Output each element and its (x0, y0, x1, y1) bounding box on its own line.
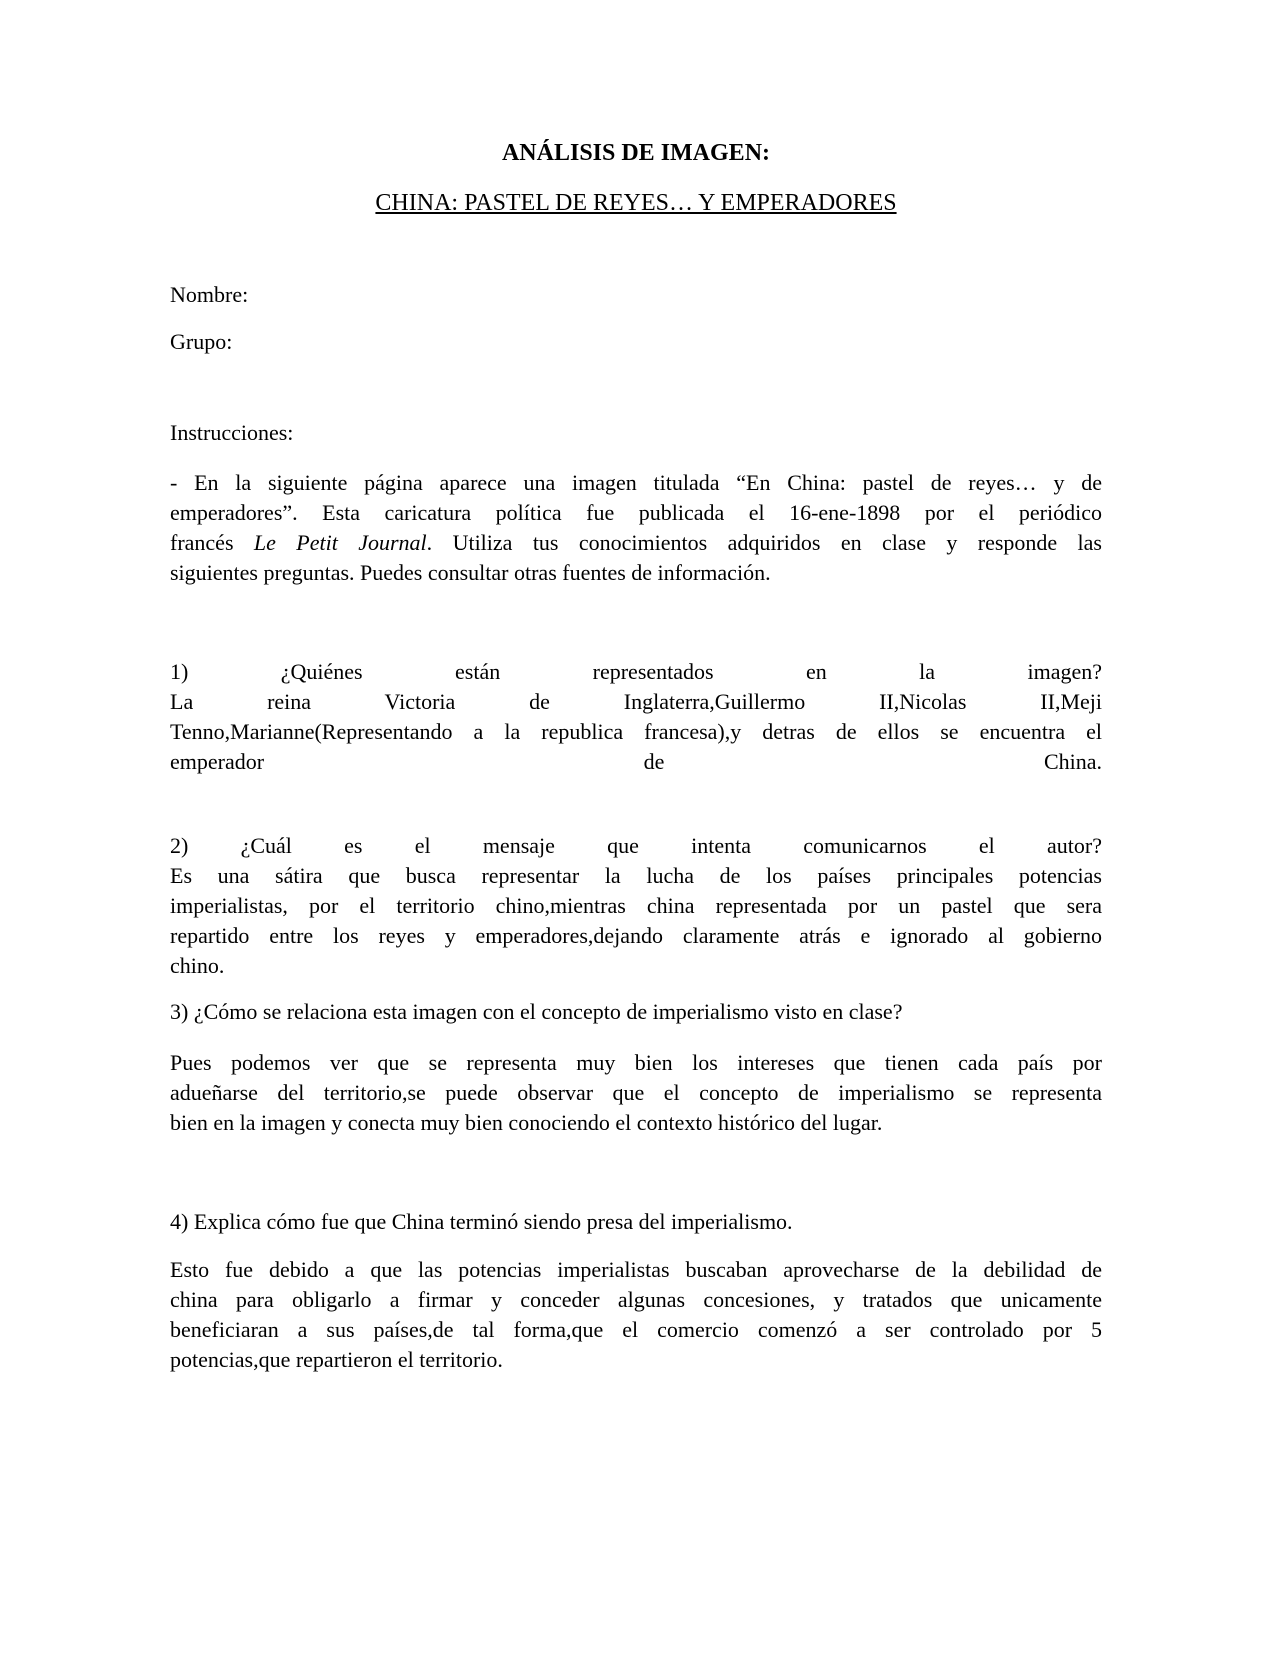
text-line: Esto fue debido a que las potencias imperialistas buscaban aprovecharse de la debilidad de (170, 1257, 1102, 1282)
text-line: repartido entre los reyes y emperadores,dejando claramente atrás e ignorado al gobierno (170, 923, 1102, 948)
text-line: La reina Victoria de Inglaterra,Guillermo II,Nicolas II,Meji (170, 689, 1102, 714)
text-line: chino. (170, 953, 225, 978)
text-line: Es una sátira que busca representar la lucha de los países principales potencias (170, 863, 1102, 888)
text-line: emperador de China. (170, 749, 1102, 774)
question-4-question (170, 1207, 1102, 1237)
question-2-paragraph (170, 831, 1102, 981)
document-title: ANÁLISIS DE IMAGEN: (501, 140, 771, 166)
text-line: china para obligarlo a firmar y conceder algunas concesiones, y tratados que unicamente (170, 1287, 1102, 1312)
text-line (170, 528, 1102, 558)
text-line: - En la siguiente página aparece una imagen titulada “En China: pastel de reyes… y de (170, 470, 1102, 495)
name-label: Nombre: (170, 282, 249, 307)
text-line: emperadores”. Esta caricatura política fue publicada el 16-ene-1898 por el periódico (170, 500, 1102, 525)
text-segment: . Utiliza tus conocimientos adquiridos en clase y responde las (426, 530, 1102, 555)
question-3-answer (170, 1048, 1102, 1138)
question-1-paragraph (170, 657, 1102, 777)
question-4-answer (170, 1255, 1102, 1375)
text-segment: francés (170, 530, 234, 555)
text-line: bien en la imagen y conecta muy bien conociendo el contexto histórico del lugar. (170, 1110, 883, 1135)
instructions-heading: Instrucciones: (170, 420, 294, 445)
group-label: Grupo: (170, 329, 233, 354)
question-1-text: 1) ¿Quiénes están representados en la imagen? (170, 659, 1102, 684)
document-subtitle-text: CHINA: PASTEL DE REYES… Y EMPERADORES (375, 190, 897, 216)
text-line: Tenno,Marianne(Representando a la republica francesa),y detras de ellos se encuentra el (170, 719, 1102, 744)
text-line: Pues podemos ver que se representa muy bien los intereses que tienen cada país por (170, 1050, 1102, 1075)
document-subtitle (170, 186, 1102, 220)
question-2-text: 2) ¿Cuál es el mensaje que intenta comunicarnos el autor? (170, 833, 1102, 858)
text-segment-italic: Le Petit Journal (253, 530, 427, 555)
text-line: adueñarse del territorio,se puede observar que el concepto de imperialismo se representa (170, 1080, 1102, 1105)
instructions-paragraph (170, 468, 1102, 588)
question-3-question (170, 997, 1102, 1027)
text-line: potencias,que repartieron el territorio. (170, 1347, 503, 1372)
question-3-text: 3) ¿Cómo se relaciona esta imagen con el concepto de imperialismo visto en clase? (170, 999, 903, 1024)
text-line: beneficiaran a sus países,de tal forma,que el comercio comenzó a ser controlado por 5 (170, 1317, 1102, 1342)
question-4-text: 4) Explica cómo fue que China terminó siendo presa del imperialismo. (170, 1209, 793, 1234)
text-line: siguientes preguntas. Puedes consultar otras fuentes de información. (170, 560, 771, 585)
text-line: imperialistas, por el territorio chino,mientras china representada por un pastel que sera (170, 893, 1102, 918)
